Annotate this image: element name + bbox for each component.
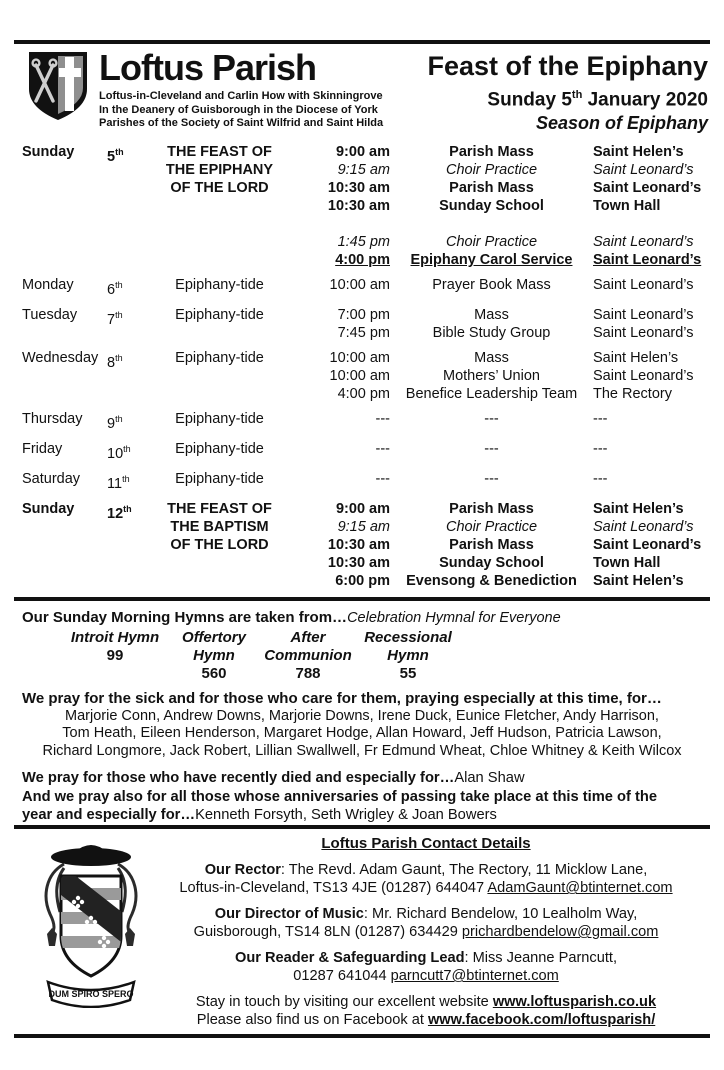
masthead [99, 49, 383, 131]
schedule-row-wednesday-8 [22, 349, 724, 403]
reader-info: : Miss Jeanne Parncutt, [464, 949, 617, 966]
website-link[interactable]: www.loftusparish.co.uk [492, 993, 657, 1010]
date-label [107, 470, 147, 493]
entry-location: Saint Leonard’s [593, 162, 694, 179]
music-info: : Mr. Richard Bendelow, 10 Lealholm Way, [363, 905, 638, 922]
season-column [147, 306, 292, 324]
reader-label: Our Reader & Safeguarding Lead [235, 949, 465, 966]
date-number: 11 [107, 475, 123, 492]
entry-time: 9:15 am [337, 518, 390, 535]
entry-service: Mass [474, 350, 509, 367]
date-ordinal: th [123, 443, 131, 454]
schedule-entry [292, 161, 724, 179]
music-line-1 [152, 905, 700, 924]
feast-date [427, 83, 708, 112]
feast-title: Feast of the Epiphany [427, 51, 708, 81]
entries-column [292, 143, 724, 269]
facebook-text: Please also find us on Facebook at [196, 1012, 428, 1029]
anniversary-line-2 [22, 806, 706, 825]
schedule-entry [292, 233, 724, 251]
entry-location: Town Hall [593, 554, 661, 571]
entry-location: Saint Leonard’s [593, 536, 702, 553]
date-label [107, 349, 147, 372]
entry-time: --- [375, 470, 390, 487]
season-line: Epiphany-tide [175, 307, 264, 324]
date-number: 10 [107, 445, 124, 462]
contact-details [152, 834, 700, 1030]
entry-location: --- [593, 440, 608, 457]
entry-time: 4:00 pm [335, 252, 390, 269]
entry-service: --- [484, 440, 499, 457]
date-label [107, 500, 147, 523]
facebook-line [152, 1011, 700, 1030]
bishop-crest-logo [30, 834, 152, 1013]
sick-intro: We pray for the sick and for those who care for them, praying especially at this time, for… [22, 689, 662, 707]
entry-time: 10:00 am [329, 350, 390, 367]
contact-section [0, 829, 724, 1030]
entry-location: Saint Leonard’s [593, 234, 694, 251]
date-number: 7 [107, 311, 116, 328]
day-label: Tuesday [22, 307, 78, 324]
hymn-col-offertory [170, 629, 258, 683]
schedule-entry [292, 500, 724, 518]
date-ordinal: th [122, 473, 130, 484]
hymn-number: 55 [399, 664, 417, 682]
entry-time: 9:15 am [337, 162, 390, 179]
reader-email-link[interactable]: parncutt7@btinternet.com [390, 968, 559, 985]
date-number: 6 [107, 282, 116, 299]
entry-service: Mass [474, 307, 509, 324]
prayer-sick-section [0, 689, 724, 761]
season-column [147, 349, 292, 367]
hymn-label: Introit Hymn [70, 628, 160, 646]
date-number: 8 [107, 354, 116, 371]
schedule-entry [292, 324, 724, 342]
rector-line-2 [152, 879, 700, 898]
schedule-entry [292, 197, 724, 215]
entry-location: Town Hall [593, 198, 661, 215]
date-ordinal: th [123, 503, 132, 514]
entry-location: Saint Leonard’s [593, 180, 702, 197]
entry-time: 10:30 am [327, 536, 390, 553]
day-label: Monday [22, 277, 74, 294]
parish-shield-icon [26, 49, 90, 123]
entry-time: 10:00 am [329, 277, 390, 294]
date-label [107, 306, 147, 329]
entries-column [292, 500, 724, 590]
entry-time: 6:00 pm [335, 572, 390, 589]
entry-service: --- [484, 411, 499, 428]
entry-time: 10:00 am [329, 368, 390, 385]
season-column [147, 440, 292, 458]
day-label: Thursday [22, 411, 83, 428]
schedule-entry-empty [292, 440, 724, 458]
date-label [107, 276, 147, 299]
bottom-rule [14, 1034, 710, 1038]
entry-time: 10:30 am [327, 198, 390, 215]
reader-entry [152, 949, 700, 986]
season-column [147, 500, 292, 554]
anniversary-intro: year and especially for… [22, 807, 196, 824]
subtitle-line-3: Parishes of the Society of Saint Wilfrid and Saint Hilda [99, 117, 384, 129]
season-column [147, 143, 292, 197]
sick-names-line: Marjorie Conn, Andrew Downs, Marjorie Downs, Irene Duck, Eunice Fletcher, Andy Harrison, [65, 707, 659, 724]
schedule-row-tuesday-7 [22, 306, 724, 342]
season-line: Epiphany-tide [175, 350, 264, 367]
rector-address: Loftus-in-Cleveland, TS13 4JE (01287) 644047 [179, 880, 488, 897]
schedule-row-friday-10 [22, 440, 724, 463]
entry-location: Saint Leonard’s [593, 325, 694, 342]
hymn-col-after-communion [258, 629, 358, 683]
schedule-row-thursday-9 [22, 410, 724, 433]
entry-service: Parish Mass [449, 536, 534, 553]
entry-service: Parish Mass [449, 500, 534, 517]
entry-location: Saint Helen’s [593, 572, 684, 589]
entry-time: 7:00 pm [337, 307, 390, 324]
hymns-section [0, 608, 724, 683]
season-column [147, 276, 292, 294]
schedule-entry [292, 554, 724, 572]
schedule-entry [292, 276, 724, 294]
hymn-number: 788 [295, 664, 321, 682]
music-email-link[interactable]: prichardbendelow@gmail.com [461, 924, 659, 941]
entry-location: Saint Leonard’s [593, 307, 694, 324]
hymns-intro [22, 608, 724, 628]
contact-heading: Loftus Parish Contact Details [321, 834, 531, 852]
entry-time: 9:00 am [335, 144, 390, 161]
entry-location: Saint Leonard’s [593, 518, 694, 535]
rector-email-link[interactable]: AdamGaunt@btinternet.com [487, 880, 673, 897]
music-label: Our Director of Music [214, 905, 364, 922]
schedule-row-monday-6 [22, 276, 724, 299]
entry-time: 7:45 pm [337, 325, 390, 342]
entry-location: The Rectory [593, 386, 672, 403]
entry-service: Benefice Leadership Team [405, 386, 578, 403]
entry-location: Saint Helen’s [593, 144, 684, 161]
date-number: 12 [107, 505, 124, 522]
entry-service: Choir Practice [445, 518, 538, 535]
feast-date-rest: January 2020 [582, 89, 708, 111]
entry-location: Saint Leonard’s [593, 368, 694, 385]
feast-date-ordinal: th [571, 89, 583, 101]
website-line [152, 993, 700, 1012]
hymn-col-recessional [358, 629, 458, 683]
parish-subtitles [99, 90, 383, 131]
entries-column [292, 470, 724, 488]
hymn-label: Offertory Hymn [182, 628, 246, 664]
feast-date-day: Sunday 5 [487, 89, 572, 111]
entry-time: 1:45 pm [337, 234, 390, 251]
entries-column [292, 440, 724, 458]
entry-service: Choir Practice [445, 234, 538, 251]
hymn-number: 99 [106, 646, 124, 664]
parish-name: Loftus Parish [99, 47, 317, 88]
entry-service: Bible Study Group [432, 325, 551, 342]
subtitle-line-2: In the Deanery of Guisborough in the Diocese of York [99, 103, 378, 116]
schedule-entry [292, 143, 724, 161]
section-rule-hymns [14, 597, 710, 601]
season-line: OF THE LORD [170, 536, 269, 553]
rector-line-1 [152, 861, 700, 880]
sick-names-line: Richard Longmore, Jack Robert, Lillian Swallwell, Fr Edmund Wheat, Chloe Whitney & Keith Wilcox [42, 742, 682, 759]
schedule-entry-highlight [292, 251, 724, 269]
entries-column [292, 349, 724, 403]
schedule-entry [292, 367, 724, 385]
rector-label: Our Rector [204, 861, 281, 878]
season-line: OF THE LORD [170, 180, 269, 197]
date-ordinal: th [115, 353, 123, 364]
day-label: Sunday [22, 144, 75, 161]
date-ordinal: th [115, 147, 124, 158]
facebook-link[interactable]: www.facebook.com/loftusparish/ [427, 1012, 656, 1029]
entry-service: Parish Mass [449, 144, 534, 161]
season-line: THE EPIPHANY [165, 162, 274, 179]
schedule-entry [292, 536, 724, 554]
entry-location: Saint Leonard’s [593, 277, 694, 294]
schedule-entry [292, 385, 724, 403]
sick-names-line: Tom Heath, Eileen Henderson, Margaret Hodge, Allan Howard, Jeff Hudson, Patricia Lawson, [62, 725, 662, 742]
entry-time: 9:00 am [335, 500, 390, 517]
date-ordinal: th [115, 280, 123, 291]
hymnal-name: Celebration Hymnal for Everyone [347, 609, 561, 626]
schedule-row-sunday-5 [22, 143, 724, 269]
entry-time: 4:00 pm [337, 386, 390, 403]
music-line-2 [152, 923, 700, 942]
entry-service: Parish Mass [449, 180, 534, 197]
entry-location: Saint Helen’s [593, 500, 684, 517]
schedule-entry [292, 179, 724, 197]
season-line: Epiphany-tide [175, 277, 264, 294]
day-label: Wednesday [22, 350, 99, 367]
schedule-entry [292, 306, 724, 324]
reader-line-2 [152, 967, 700, 986]
entry-service: Epiphany Carol Service [410, 252, 573, 269]
reader-line-1 [152, 949, 700, 968]
schedule-entry-spacer [292, 215, 724, 233]
season-line: THE BAPTISM [170, 518, 269, 535]
newsletter-header [0, 44, 724, 134]
entry-service: Evensong & Benediction [406, 572, 577, 589]
rector-info: : The Revd. Adam Gaunt, The Rectory, 11 Micklow Lane, [280, 861, 648, 878]
schedule-entry [292, 518, 724, 536]
season-line: Epiphany-tide [175, 470, 264, 487]
schedule-entry [292, 349, 724, 367]
hymns-intro-bold: Our Sunday Morning Hymns are taken from… [22, 608, 348, 626]
service-schedule [0, 143, 724, 589]
died-name: Alan Shaw [454, 770, 525, 787]
hymn-label: Recessional Hymn [364, 628, 452, 664]
entry-service: Choir Practice [445, 162, 538, 179]
schedule-entry-empty [292, 470, 724, 488]
entry-location: Saint Helen’s [593, 350, 679, 367]
season-label: Season of Epiphany [535, 113, 708, 134]
feast-block [427, 49, 708, 134]
parish-shield-logo [26, 49, 90, 123]
website-text: Stay in touch by visiting our excellent website [195, 993, 493, 1010]
hymn-columns [22, 629, 724, 683]
entry-location: --- [593, 470, 608, 487]
crest-motto: DUM SPIRO SPERO [48, 988, 134, 999]
music-director-entry [152, 905, 700, 942]
prayer-departed-section [0, 769, 724, 825]
season-line: THE FEAST OF [167, 144, 272, 161]
day-label: Saturday [22, 470, 81, 487]
died-line [22, 769, 706, 788]
season-line: Epiphany-tide [175, 440, 264, 457]
hymn-label: After Communion [264, 628, 352, 664]
entry-time: --- [375, 440, 390, 457]
died-intro: We pray for those who have recently died and especially for… [22, 770, 455, 787]
entry-time: 10:30 am [327, 554, 390, 571]
entry-time: --- [375, 411, 390, 428]
entry-service: Sunday School [439, 198, 544, 215]
entry-service: Prayer Book Mass [432, 277, 551, 294]
schedule-row-saturday-11 [22, 470, 724, 493]
entry-time: 10:30 am [327, 180, 390, 197]
entries-column [292, 276, 724, 294]
entry-service: Sunday School [439, 554, 544, 571]
schedule-entry [292, 572, 724, 590]
rector-entry [152, 861, 700, 898]
date-number: 5 [107, 149, 116, 166]
hymn-col-introit [60, 629, 170, 683]
bishop-crest-icon [30, 834, 152, 1008]
season-line: Epiphany-tide [175, 411, 264, 428]
date-number: 9 [107, 415, 116, 432]
date-ordinal: th [115, 310, 123, 321]
entry-location: --- [593, 411, 608, 428]
date-label [107, 410, 147, 433]
day-label: Friday [22, 440, 63, 457]
reader-phone: 01287 641044 [293, 968, 391, 985]
anniversary-line-1: And we pray also for all those whose anniversaries of passing take place at this time of the [22, 788, 658, 805]
anniversary-names: Kenneth Forsyth, Seth Wrigley & Joan Bowers [195, 807, 497, 824]
schedule-entry-empty [292, 410, 724, 428]
entry-location: Saint Leonard’s [593, 252, 702, 269]
entries-column [292, 410, 724, 428]
subtitle-line-1: Loftus-in-Cleveland and Carlin How with Skinningrove [99, 90, 383, 102]
entry-service: Mothers’ Union [443, 368, 540, 385]
date-ordinal: th [115, 414, 123, 425]
season-column [147, 410, 292, 428]
date-label [107, 440, 147, 463]
entries-column [292, 306, 724, 342]
season-column [147, 470, 292, 488]
entry-service: --- [484, 470, 499, 487]
day-label: Sunday [22, 500, 75, 517]
date-label [107, 143, 147, 166]
hymn-number: 560 [201, 664, 227, 682]
schedule-row-sunday-12 [22, 500, 724, 590]
season-line: THE FEAST OF [167, 500, 272, 517]
music-address: Guisborough, TS14 8LN (01287) 634429 [193, 924, 462, 941]
